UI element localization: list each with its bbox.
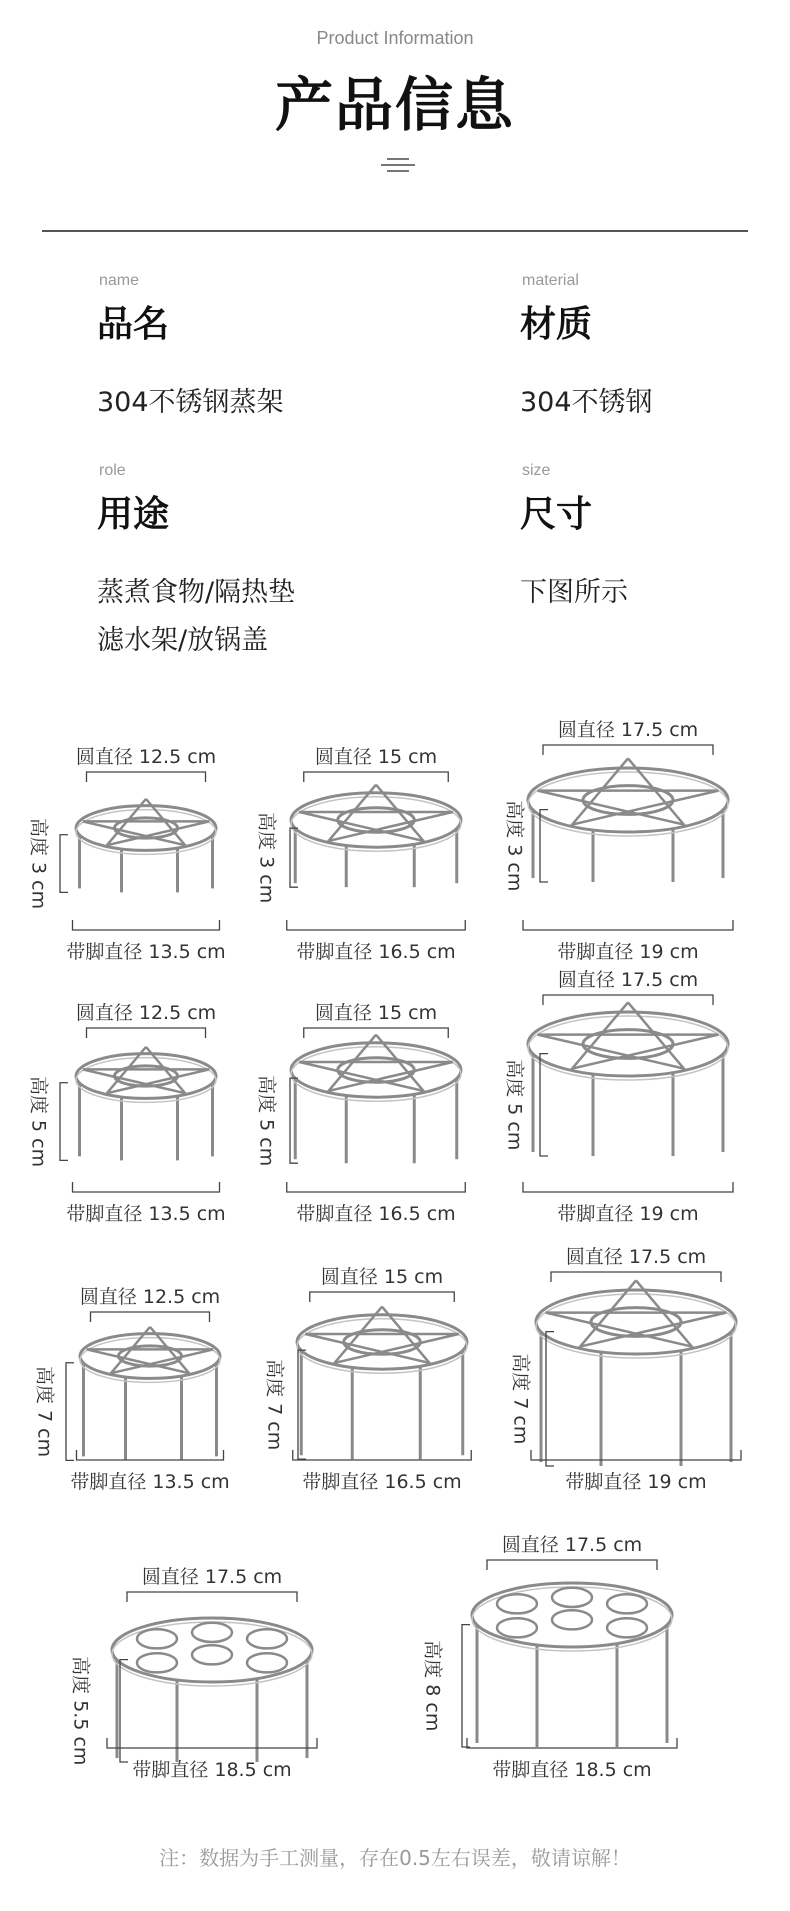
height-dimension-line [60,1083,68,1161]
rack-diagram [28,1002,226,1225]
bottom-dimension-line [293,1450,472,1460]
top-diameter-label: 圆直径 15 cm [320,1266,444,1288]
rack-outer-ring [112,1618,312,1682]
leg-diameter-label: 带脚直径 18.5 cm [492,1759,652,1781]
egg-ring [607,1594,647,1613]
top-diameter-label: 圆直径 15 cm [314,1002,438,1024]
size-label: 尺寸 [520,494,593,535]
bottom-dimension-line [523,1182,733,1192]
height-label: 高度 5.5 cm [69,1656,92,1766]
rack-outer-ring-shadow [297,1319,467,1373]
rack-outer-ring-shadow [291,1047,461,1101]
rack-outer-ring [297,1315,467,1369]
egg-ring [497,1618,537,1637]
egg-ring [607,1618,647,1637]
top-diameter-label: 圆直径 17.5 cm [501,1534,643,1556]
role-label-en: role [99,462,126,479]
leg-diameter-label: 带脚直径 19 cm [565,1471,707,1493]
height-label: 高度 5 cm [255,1075,278,1167]
top-diameter-label: 圆直径 17.5 cm [565,1246,707,1268]
bottom-dimension-line [287,920,466,930]
material-label: 材质 [520,304,593,345]
rack-diagram [422,1534,678,1781]
egg-ring [247,1629,287,1648]
page-title: 产品信息 [274,71,515,139]
egg-ring [192,1623,232,1642]
leg-diameter-label: 带脚直径 16.5 cm [302,1471,462,1493]
height-label: 高度 7 cm [33,1365,56,1458]
top-dimension-line [127,1592,297,1602]
top-diameter-label: 圆直径 12.5 cm [75,746,217,768]
top-dimension-line [543,745,713,755]
rack-outer-ring-shadow [291,797,461,851]
height-label: 高度 3 cm [255,812,278,904]
rack-outer-ring-shadow [76,1058,216,1103]
rack-outer-ring [528,1012,728,1076]
rack-outer-ring [291,1043,461,1097]
rack-diagram [504,719,734,963]
role-value-line1: 蒸煮食物/隔热垫 [97,577,296,608]
top-dimension-line [87,1028,206,1038]
bottom-dimension-line [287,1182,466,1192]
rack-diagram [264,1266,472,1493]
top-diameter-label: 圆直径 15 cm [314,746,438,768]
role-value-line2: 滤水架/放锅盖 [97,625,269,656]
top-diameter-label: 圆直径 12.5 cm [75,1002,217,1024]
leg-diameter-label: 带脚直径 16.5 cm [296,941,456,963]
egg-ring [137,1629,177,1648]
egg-ring [497,1594,537,1613]
bottom-dimension-line [523,920,733,930]
top-dimension-line [87,772,206,782]
bottom-dimension-line [467,1738,677,1748]
height-label: 高度 5 cm [503,1059,526,1151]
rack-outer-ring-shadow [536,1294,736,1358]
english-title: Product Information [316,28,474,48]
rack-outer-ring-shadow [528,772,728,836]
height-dimension-line [462,1625,470,1747]
size-value: 下图所示 [520,577,628,608]
rack-outer-ring [528,768,728,832]
height-label: 高度 5 cm [27,1075,50,1168]
top-diameter-label: 圆直径 17.5 cm [557,719,699,741]
rack-diagram [34,1286,230,1493]
top-dimension-line [91,1312,210,1322]
height-dimension-line [540,1054,548,1156]
top-dimension-line [304,772,449,782]
top-diameter-label: 圆直径 12.5 cm [79,1286,221,1308]
name-label: 品名 [97,304,170,345]
egg-ring [552,1610,592,1629]
role-label: 用途 [97,494,170,535]
footer-note: 注：数据为手工测量，存在0.5左右误差，敬请谅解！ [159,1846,631,1870]
rack-diagram [256,1002,466,1225]
material-label-en: material [522,272,579,289]
top-diameter-label: 圆直径 17.5 cm [141,1566,283,1588]
name-label-en: name [99,272,140,289]
rack-diagram [28,746,226,963]
name-value: 304不锈钢蒸架 [97,387,284,418]
bottom-dimension-line [107,1738,317,1748]
leg-diameter-label: 带脚直径 19 cm [557,1203,699,1225]
leg-diameter-label: 带脚直径 13.5 cm [70,1471,230,1493]
material-value: 304不锈钢 [520,387,653,418]
height-dimension-line [120,1660,128,1762]
rack-outer-ring [80,1334,220,1379]
rack-outer-ring [472,1583,672,1647]
rack-outer-ring [76,1054,216,1099]
egg-ring [137,1653,177,1672]
leg-diameter-label: 带脚直径 18.5 cm [132,1759,292,1781]
egg-ring [247,1653,287,1672]
leg-diameter-label: 带脚直径 13.5 cm [66,1203,226,1225]
egg-ring [192,1645,232,1664]
bottom-dimension-line [73,1182,220,1192]
bottom-dimension-line [531,1450,741,1460]
rack-outer-ring [76,806,216,851]
height-dimension-line [66,1363,74,1461]
top-dimension-line [310,1292,455,1302]
height-label: 高度 3 cm [503,800,526,892]
rack-outer-ring [536,1290,736,1354]
rack-diagram [256,746,466,963]
top-diameter-label: 圆直径 17.5 cm [557,969,699,991]
bottom-dimension-line [77,1450,224,1460]
egg-ring [552,1588,592,1607]
rack-outer-ring [291,793,461,847]
height-label: 高度 3 cm [27,817,50,910]
height-dimension-line [546,1332,554,1466]
rack-diagram [70,1566,318,1781]
height-dimension-line [60,835,68,893]
height-label: 高度 7 cm [263,1359,286,1451]
rack-diagram [510,1246,742,1493]
top-dimension-line [487,1560,657,1570]
rack-outer-ring-shadow [76,810,216,855]
leg-diameter-label: 带脚直径 19 cm [557,941,699,963]
leg-diameter-label: 带脚直径 16.5 cm [296,1203,456,1225]
leg-diameter-label: 带脚直径 13.5 cm [66,941,226,963]
height-label: 高度 7 cm [509,1353,532,1445]
rack-diagram [504,969,734,1225]
rack-outer-ring-shadow [80,1338,220,1383]
size-label-en: size [522,462,551,479]
rack-outer-ring-shadow [528,1016,728,1080]
bottom-dimension-line [73,920,220,930]
height-label: 高度 8 cm [421,1640,444,1732]
